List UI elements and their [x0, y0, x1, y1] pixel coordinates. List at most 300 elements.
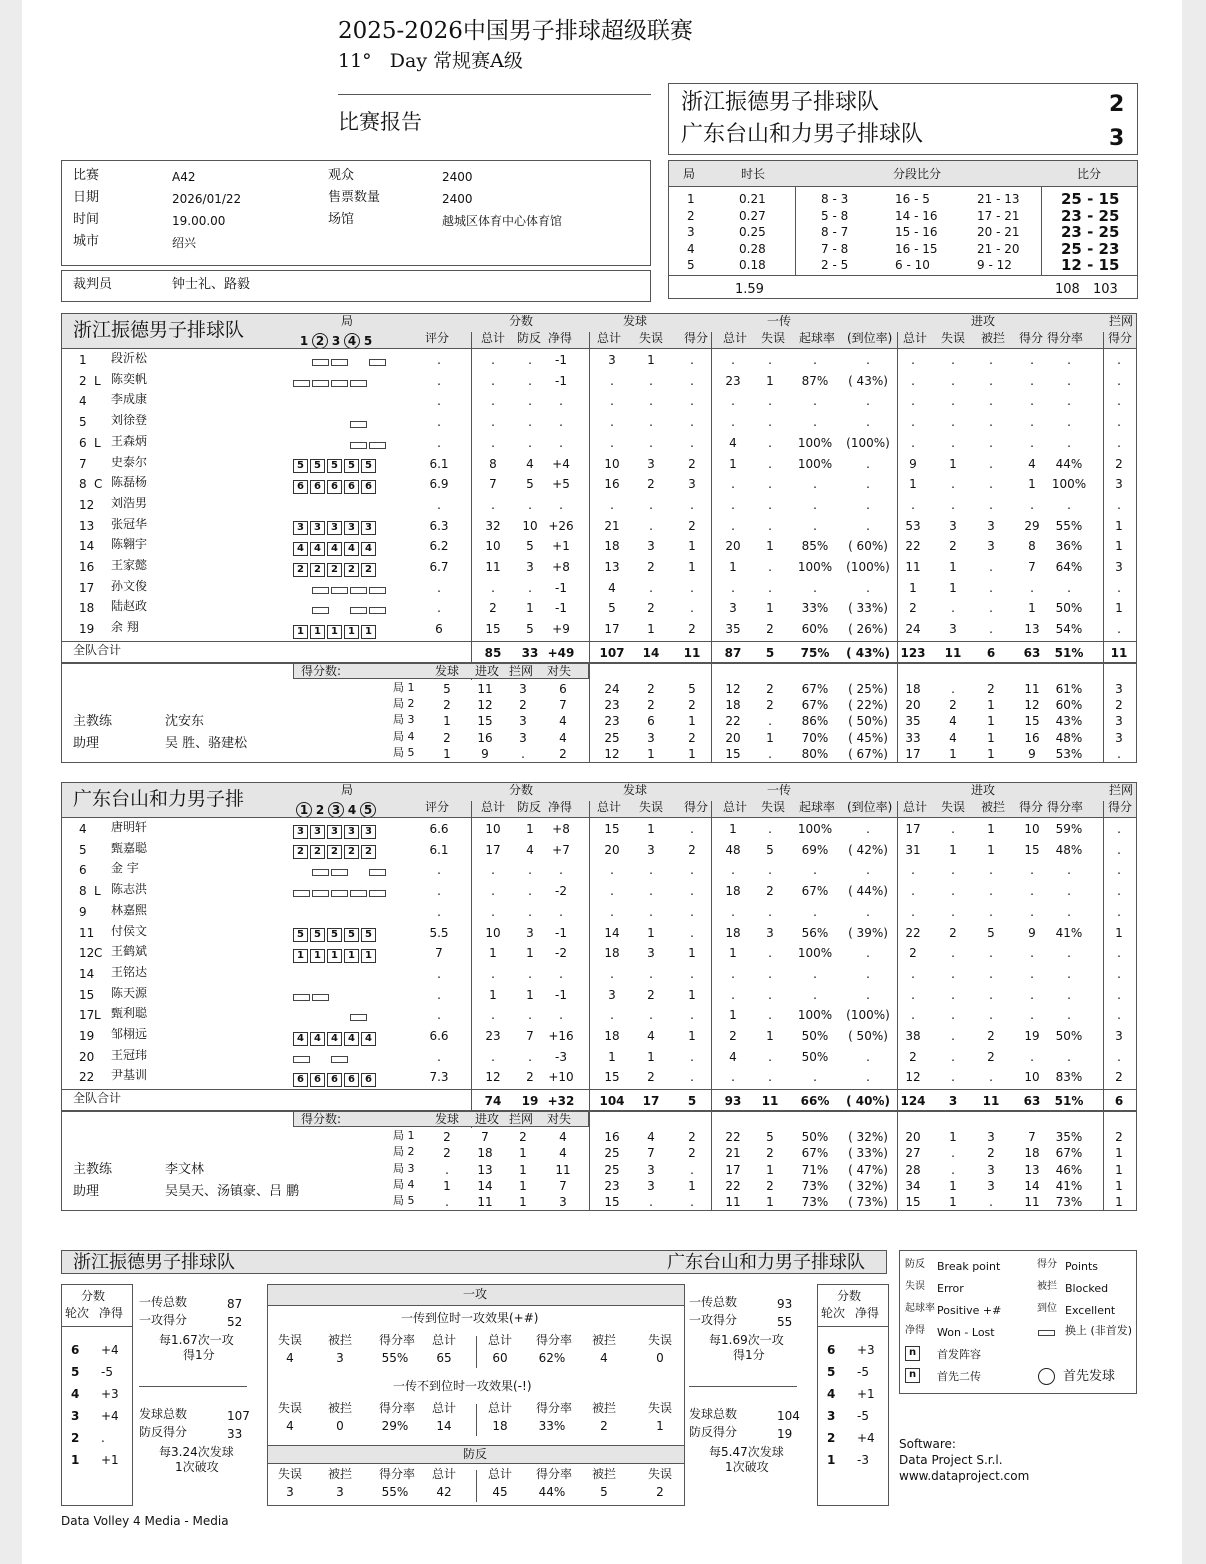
- player-lineup: [293, 966, 388, 982]
- stat-a_pct: 59%: [1055, 822, 1083, 836]
- substitution-marker: [293, 1056, 310, 1063]
- stat-r_tot: 23: [725, 373, 741, 388]
- breakdown-a_pts: 9: [1028, 747, 1036, 761]
- player-lineup: [293, 393, 388, 409]
- breakdown-s_pts: 2: [688, 730, 696, 745]
- stat-a_err: 3: [949, 518, 957, 533]
- stat-s_tot: .: [610, 863, 614, 878]
- stat-s_err: .: [649, 435, 653, 450]
- center-negative-title: 一传不到位时一攻效果(-!): [393, 1379, 532, 1393]
- stat-s_tot: .: [610, 373, 614, 388]
- total-r_tot: 93: [724, 1094, 742, 1109]
- stat-pts: .: [491, 373, 495, 388]
- starting-position-marker: 2: [293, 845, 308, 859]
- player-lineup: [293, 538, 378, 554]
- breakdown-r_exc: ( 22%): [848, 698, 888, 713]
- starting-position-marker: 3: [310, 521, 325, 535]
- stat-s_tot: 15: [604, 1070, 620, 1085]
- stat-b_pts: 1: [1115, 601, 1123, 616]
- stat-r_pos: .: [813, 987, 817, 1002]
- substitution-marker: [369, 890, 386, 897]
- set-duration: 0.27: [739, 208, 766, 223]
- stat-a_tot: 22: [905, 925, 921, 940]
- breakdown-s_pts: 2: [688, 698, 696, 713]
- player-number: 19: [79, 622, 95, 637]
- breakdown-r_exc: ( 32%): [848, 1130, 888, 1145]
- stat-a_pts: .: [1030, 497, 1034, 512]
- stat-pts: 8: [489, 456, 497, 471]
- home-rotation-net: -5: [101, 1365, 113, 1379]
- stat-r_err: .: [768, 394, 772, 409]
- center-col-label: 总计: [431, 1467, 456, 1481]
- breakdown-s_pts: .: [690, 1195, 694, 1210]
- center-col-label: 得分率: [536, 1401, 573, 1415]
- stat-bp: 1: [526, 822, 534, 836]
- starting-position-marker: 3: [310, 825, 325, 839]
- stat-bp: .: [528, 863, 532, 878]
- player-number: 1: [79, 353, 87, 367]
- away-serve-label: 发球总数: [689, 1407, 738, 1421]
- breakdown-r_err: 2: [766, 1179, 774, 1193]
- player-lineup: [293, 559, 378, 575]
- stat-r_pos: 69%: [801, 842, 829, 857]
- stat-s_tot: 15: [604, 822, 620, 836]
- col-header-exc_pct: (到位率): [847, 331, 893, 345]
- home-first-attack-value: 87: [227, 1297, 243, 1311]
- stat-bp: .: [528, 884, 532, 899]
- center-first-attack-title: 一攻: [463, 1287, 488, 1301]
- breakdown-a_blk: 3: [987, 1162, 995, 1177]
- stat-r_exc: .: [866, 987, 870, 1002]
- substitution-marker: [312, 359, 329, 366]
- stat-s_tot: 18: [604, 946, 620, 961]
- stat-r_exc: (100%): [846, 435, 890, 450]
- stat-s_pts: .: [690, 863, 694, 878]
- center-col-label: 被拦: [327, 1401, 352, 1415]
- starting-position-marker: 2: [310, 845, 325, 859]
- stat-s_err: 2: [647, 601, 655, 616]
- breakdown-opp: 6: [559, 681, 567, 696]
- stat-a_tot: .: [911, 884, 915, 899]
- set-number: 1: [687, 192, 695, 206]
- breakdown-opp: 4: [559, 714, 567, 729]
- stat-rating: 6.9: [429, 477, 449, 492]
- substitution-marker: [369, 869, 386, 876]
- stat-s_pts: 2: [688, 622, 696, 637]
- stat-b_pts: .: [1117, 394, 1121, 409]
- stat-pts: 23: [485, 1029, 501, 1043]
- total-s_pts: 5: [687, 1094, 697, 1109]
- home-serve-value: 33: [227, 1427, 243, 1441]
- stat-r_pos: 85%: [801, 539, 829, 554]
- player-row: [61, 413, 1137, 437]
- home-rotation-number: 6: [71, 1343, 80, 1357]
- breakdown-r_err: 5: [766, 1130, 774, 1145]
- stat-wl: +10: [548, 1070, 574, 1085]
- stat-r_exc: .: [866, 946, 870, 961]
- total-pts: 85: [484, 645, 502, 660]
- stat-b_pts: .: [1117, 822, 1121, 836]
- stat-a_pct: .: [1067, 373, 1071, 388]
- total-wl: +49: [547, 645, 575, 660]
- stat-s_pts: .: [690, 415, 694, 430]
- breakdown-a_err: .: [951, 681, 955, 696]
- center-col-label: 被拦: [327, 1467, 352, 1481]
- center-col-label: 得分率: [536, 1467, 573, 1481]
- home-first-attack-label: 一攻得分: [139, 1313, 188, 1327]
- stat-a_err: .: [951, 946, 955, 961]
- breakdown-s_err: 2: [647, 698, 655, 713]
- partial-score-3: 21 - 20: [977, 241, 1020, 256]
- substitution-marker: [331, 890, 348, 897]
- stat-a_blk: .: [989, 415, 993, 430]
- center-col-label: 得分率: [379, 1401, 416, 1415]
- breakdown-a_pts: 14: [1024, 1179, 1040, 1193]
- breakdown-a_tot: 20: [905, 698, 921, 713]
- player-name: 王森炳: [111, 433, 148, 448]
- home-serve-value: 107: [227, 1409, 250, 1423]
- legend-abbr: 失误: [905, 1281, 925, 1292]
- col-header-exc_pct: (到位率): [847, 800, 893, 814]
- player-row: [61, 985, 1137, 1010]
- col-block-group: 拦网: [1109, 314, 1134, 328]
- total-a_tot: 123: [900, 645, 926, 660]
- legend-desc: Error: [937, 1282, 964, 1295]
- stat-pts: .: [491, 435, 495, 450]
- center-positive-value: 0: [656, 1351, 664, 1365]
- breakdown-s_pts: 1: [688, 747, 696, 761]
- partial-score-3: 20 - 21: [977, 225, 1020, 239]
- partial-score-1: 7 - 8: [821, 241, 849, 256]
- col-header-pos_pct: 起球率: [799, 331, 836, 345]
- breakdown-r_err: 2: [766, 1146, 774, 1161]
- center-positive-value: 4: [600, 1351, 608, 1365]
- stat-a_blk: .: [989, 497, 993, 512]
- stat-r_pos: 100%: [797, 1008, 833, 1023]
- divider: [338, 94, 651, 95]
- coach-label: 主教练: [73, 713, 113, 729]
- player-number: 17: [79, 580, 95, 595]
- player-row: [61, 840, 1137, 865]
- stat-rating: 7.3: [429, 1070, 449, 1085]
- stat-a_blk: .: [989, 373, 993, 388]
- legend-abbr: 得分: [1037, 1259, 1057, 1270]
- starting-position-marker: 1: [344, 625, 359, 639]
- stat-s_err: 1: [647, 1049, 655, 1064]
- player-lineup: [293, 352, 388, 368]
- home-first-attack-note: 每1.67次一攻: [159, 1333, 234, 1347]
- breakdown-a_blk: .: [989, 1195, 993, 1210]
- starting-position-marker: 6: [344, 1073, 359, 1087]
- stat-wl: .: [559, 394, 563, 409]
- player-row: [61, 537, 1137, 561]
- stat-s_err: .: [649, 884, 653, 899]
- stat-r_exc: ( 50%): [848, 1029, 888, 1043]
- player-name: 王鹤斌: [111, 944, 148, 959]
- set-number-marker: 2: [312, 333, 328, 349]
- stat-a_err: .: [951, 1049, 955, 1064]
- stat-b_pts: 2: [1115, 1070, 1123, 1085]
- player-lineup: [293, 945, 378, 961]
- stat-a_pct: .: [1067, 415, 1071, 430]
- stat-a_blk: .: [989, 946, 993, 961]
- player-row: [61, 1047, 1137, 1072]
- starting-position-marker: 1: [293, 949, 308, 963]
- total-s_tot: 104: [599, 1094, 625, 1109]
- stat-a_pct: 50%: [1055, 1029, 1083, 1043]
- player-row: [61, 578, 1137, 603]
- col-header-pct: 得分率: [1047, 800, 1084, 814]
- away-first-attack-value: 93: [777, 1297, 793, 1311]
- starting-position-marker: 5: [293, 459, 308, 473]
- stat-r_pos: 100%: [797, 456, 833, 471]
- breakdown-b_pts: 3: [1115, 730, 1123, 745]
- stat-r_pos: 60%: [801, 622, 829, 637]
- player-number: 6: [79, 435, 87, 450]
- player-number: 2: [79, 373, 87, 388]
- stat-s_tot: 21: [604, 518, 620, 533]
- stat-s_err: .: [649, 863, 653, 878]
- home-team-name: 浙江振德男子排球队: [681, 90, 880, 115]
- stat-a_tot: .: [911, 497, 915, 512]
- stat-pts: .: [491, 580, 495, 595]
- stat-pts: 1: [489, 987, 497, 1002]
- stat-a_pts: 9: [1028, 925, 1036, 940]
- stat-r_exc: .: [866, 353, 870, 367]
- set-number: 4: [687, 241, 695, 256]
- starting-position-marker: 2: [310, 563, 325, 577]
- stat-b_pts: .: [1117, 884, 1121, 899]
- starting-position-marker: 4: [361, 542, 376, 556]
- stat-r_tot: .: [731, 518, 735, 533]
- stat-s_tot: 4: [608, 580, 616, 595]
- stat-a_err: .: [951, 415, 955, 430]
- breakdown-a_blk: 1: [987, 698, 995, 713]
- sets-header-set: 局: [683, 167, 696, 181]
- stat-rating: .: [437, 884, 441, 899]
- stat-bp: .: [528, 497, 532, 512]
- breakdown-srv: 5: [443, 681, 451, 696]
- center-col-label: 失误: [647, 1401, 672, 1415]
- stat-s_pts: .: [690, 1070, 694, 1085]
- stat-a_err: .: [951, 601, 955, 616]
- col-set-header: 局: [341, 783, 354, 797]
- breakdown-r_tot: 22: [725, 714, 741, 729]
- breakdown-a_err: 4: [949, 730, 957, 745]
- breakdown-header: 得分数:: [301, 663, 342, 678]
- stat-s_err: 3: [647, 539, 655, 554]
- stat-s_tot: .: [610, 884, 614, 899]
- stat-rating: .: [437, 863, 441, 878]
- col-reception-group: 一传: [767, 783, 792, 797]
- stat-pts: 10: [485, 539, 501, 554]
- center-break-point-value: 3: [286, 1485, 294, 1499]
- stat-s_tot: 18: [604, 539, 620, 554]
- player-row: [61, 392, 1137, 416]
- substitution-marker: [331, 869, 348, 876]
- stat-a_blk: 2: [987, 1029, 995, 1043]
- breakdown-a_pts: 11: [1024, 1195, 1040, 1210]
- center-col-label: 总计: [487, 1401, 512, 1415]
- away-rotation-number: 2: [827, 1431, 836, 1445]
- away-rotation-net: +1: [857, 1387, 875, 1401]
- stat-b_pts: 1: [1115, 539, 1123, 554]
- breakdown-a_tot: 35: [905, 714, 921, 729]
- stat-pts: .: [491, 1008, 495, 1023]
- stat-r_tot: 1: [729, 560, 737, 574]
- stat-s_tot: 5: [608, 601, 616, 616]
- away-rotation-number: 4: [827, 1387, 836, 1401]
- breakdown-set-label: 局 5: [393, 1194, 415, 1208]
- breakdown-s_err: 3: [647, 730, 655, 745]
- stat-rating: 7: [435, 946, 443, 961]
- starting-position-marker: 5: [310, 459, 325, 473]
- legend-desc: Blocked: [1065, 1282, 1109, 1295]
- set-score: 23 - 25: [1061, 223, 1120, 241]
- stat-a_pts: .: [1030, 580, 1034, 595]
- player-number: 9: [79, 904, 87, 919]
- center-negative-value: 0: [336, 1419, 344, 1433]
- total-a_blk: 11: [982, 1094, 1000, 1109]
- starting-position-marker: 4: [293, 542, 308, 556]
- stat-wl: +9: [552, 622, 570, 637]
- breakdown-s_tot: 24: [604, 681, 620, 696]
- breakdown-a_pts: 12: [1024, 698, 1040, 713]
- breakdown-r_tot: 20: [725, 730, 741, 745]
- breakdown-opp: 4: [559, 1146, 567, 1161]
- stat-b_pts: .: [1117, 622, 1121, 637]
- legend-first-serve: 首先发球: [1063, 1369, 1116, 1384]
- stat-r_tot: 18: [725, 884, 741, 899]
- total-r_err: 11: [761, 1094, 779, 1109]
- breakdown-r_exc: ( 45%): [848, 730, 888, 745]
- stat-r_err: .: [768, 560, 772, 574]
- stat-s_err: .: [649, 373, 653, 388]
- stat-s_pts: .: [690, 884, 694, 899]
- starting-position-marker: 2: [327, 563, 342, 577]
- stat-a_tot: 2: [909, 601, 917, 616]
- breakdown-a_err: 2: [949, 698, 957, 713]
- stat-b_pts: .: [1117, 1049, 1121, 1064]
- starting-position-marker: 4: [293, 1032, 308, 1046]
- stat-r_pos: .: [813, 518, 817, 533]
- stat-wl: +8: [552, 560, 570, 574]
- breakdown-s_tot: 23: [604, 698, 620, 713]
- away-rotation-number: 1: [827, 1453, 836, 1467]
- stat-a_pct: .: [1067, 353, 1071, 367]
- breakdown-opp: 11: [555, 1162, 571, 1177]
- starting-position-marker: 6: [293, 1073, 308, 1087]
- match-summary: [61, 1250, 1137, 1510]
- stat-a_tot: 2: [909, 1049, 917, 1064]
- stat-a_pct: 55%: [1055, 518, 1083, 533]
- player-lineup: [293, 373, 388, 389]
- stat-r_tot: 1: [729, 946, 737, 961]
- breakdown-s_pts: .: [690, 1162, 694, 1177]
- stat-r_err: 1: [766, 373, 774, 388]
- match-day: 11° Day 常规赛A级: [338, 50, 523, 72]
- stat-b_pts: 3: [1115, 477, 1123, 492]
- stat-r_err: 2: [766, 884, 774, 899]
- breakdown-r_tot: 22: [725, 1130, 741, 1145]
- breakdown-opp: 7: [559, 698, 567, 713]
- away-serve-value: 104: [777, 1409, 800, 1423]
- stat-rating: .: [437, 497, 441, 512]
- stat-a_pct: .: [1067, 863, 1071, 878]
- stat-a_err: .: [951, 884, 955, 899]
- stat-a_pts: 13: [1024, 622, 1040, 637]
- software-company: Data Project S.r.l.: [899, 1453, 1003, 1467]
- col-header-pct: 得分率: [1047, 331, 1084, 345]
- stat-r_exc: .: [866, 477, 870, 492]
- stat-rating: .: [437, 435, 441, 450]
- software-url: www.dataproject.com: [899, 1469, 1030, 1483]
- total-r_err: 5: [765, 645, 775, 660]
- stat-a_err: 1: [949, 560, 957, 574]
- substitution-marker: [350, 442, 367, 449]
- info-value: 19.00.00: [172, 214, 226, 228]
- stat-bp: 1: [526, 987, 534, 1002]
- stat-s_tot: 17: [604, 622, 620, 637]
- player-name: 甄利聪: [111, 1006, 148, 1021]
- stat-r_exc: .: [866, 497, 870, 512]
- stat-r_err: 1: [766, 539, 774, 554]
- total-bp: 33: [521, 645, 539, 660]
- player-lineup: [293, 904, 388, 920]
- breakdown-blk: 3: [519, 681, 527, 696]
- stat-pts: .: [491, 904, 495, 919]
- col-header-err: 失误: [941, 800, 966, 814]
- center-break-point-value: 3: [336, 1485, 344, 1499]
- breakdown-srv: 2: [443, 1146, 451, 1161]
- player-number: 12: [79, 497, 95, 512]
- center-negative-value: 33%: [538, 1419, 566, 1433]
- breakdown-a_pts: 15: [1024, 714, 1040, 729]
- breakdown-b_pts: 1: [1115, 1162, 1123, 1177]
- center-col-label: 失误: [647, 1333, 672, 1347]
- legend-abbr: 到位: [1037, 1303, 1057, 1314]
- stat-s_err: 3: [647, 456, 655, 471]
- stat-a_tot: 31: [905, 842, 921, 857]
- stat-r_pos: .: [813, 580, 817, 595]
- stat-a_tot: .: [911, 394, 915, 409]
- breakdown-blk: 1: [519, 1179, 527, 1193]
- stat-bp: .: [528, 1049, 532, 1064]
- starting-position-marker: 1: [327, 949, 342, 963]
- stat-s_err: 1: [647, 925, 655, 940]
- stat-a_pct: .: [1067, 884, 1071, 899]
- stat-s_pts: 3: [688, 477, 696, 492]
- breakdown-set-label: 局 3: [393, 1161, 415, 1175]
- stat-b_pts: .: [1117, 353, 1121, 367]
- info-value: 绍兴: [172, 236, 197, 250]
- stat-s_err: 1: [647, 622, 655, 637]
- home-team-stats: [61, 313, 1137, 773]
- player-name: 史泰尔: [111, 454, 148, 469]
- breakdown-a_tot: 27: [905, 1146, 921, 1161]
- starting-position-marker: 4: [327, 1032, 342, 1046]
- stat-a_pts: .: [1030, 415, 1034, 430]
- stat-s_err: 1: [647, 822, 655, 836]
- substitution-marker: [293, 380, 310, 387]
- breakdown-r_exc: ( 32%): [848, 1179, 888, 1193]
- stat-r_exc: ( 26%): [848, 622, 888, 637]
- total-pts: 74: [484, 1094, 502, 1109]
- stat-wl: -3: [555, 1049, 567, 1064]
- stat-bp: .: [528, 1008, 532, 1023]
- home-rotation-header: 净得: [99, 1306, 124, 1320]
- breakdown-a_pct: 41%: [1055, 1179, 1083, 1193]
